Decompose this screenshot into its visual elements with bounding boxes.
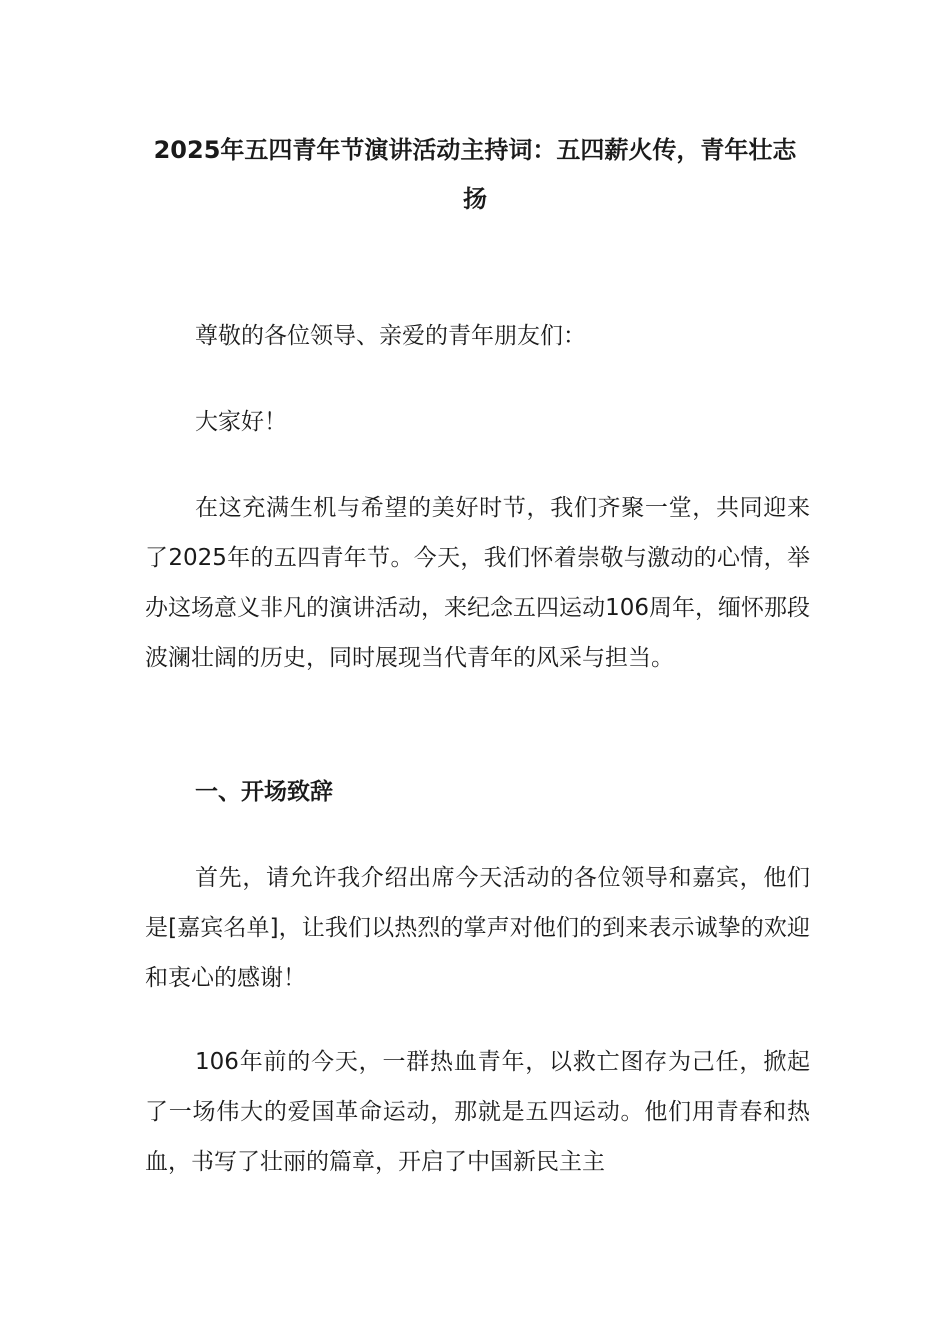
intro-paragraph: 在这充满生机与希望的美好时节，我们齐聚一堂，共同迎来了2025年的五四青年节。今天，我们怀着崇敬与激动的心情，举办这场意义非凡的演讲活动，来纪念五四运动106周年，缅怀那段波澜壮阔的历史，同时展现当代青年的风采与担当。 xyxy=(145,495,810,671)
greeting-paragraph: 尊敬的各位领导、亲爱的青年朋友们： xyxy=(195,323,586,349)
document-title: 2025年五四青年节演讲活动主持词：五四薪火传，青年壮志扬 xyxy=(153,136,797,213)
history-paragraph: 106年前的今天，一群热血青年，以救亡图存为己任，掀起了一场伟大的爱国革命运动，那就是五四运动。他们用青春和热血，书写了壮丽的篇章，开启了中国新民主主 xyxy=(145,1049,810,1175)
hello-paragraph: 大家好！ xyxy=(195,409,287,435)
welcome-paragraph: 首先，请允许我介绍出席今天活动的各位领导和嘉宾，他们是[嘉宾名单]，让我们以热烈的掌声对他们的到来表示诚挚的欢迎和衷心的感谢！ xyxy=(145,865,810,991)
section-heading-opening: 一、开场致辞 xyxy=(195,779,333,805)
